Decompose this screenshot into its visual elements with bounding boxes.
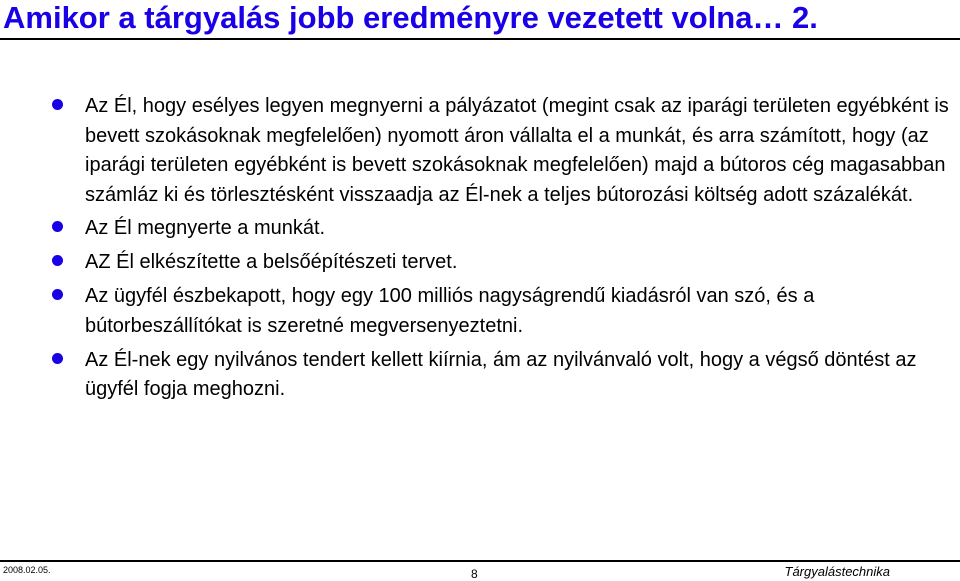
- bullet-text: AZ Él elkészítette a belsőépítészeti tervet.: [85, 251, 458, 273]
- bullet-dot-icon: [52, 99, 63, 110]
- bullet-dot-icon: [52, 289, 63, 300]
- bullet-text: Az Él-nek egy nyilvános tendert kellett kiírnia, ám az nyilvánvaló volt, hogy a végső döntést az ügyfél fogja meghozni.: [85, 348, 917, 400]
- slide-title: Amikor a tárgyalás jobb eredményre vezetett volna… 2.: [3, 0, 818, 35]
- page-number: 8: [471, 567, 478, 581]
- footer-date: 2008.02.05.: [3, 565, 51, 575]
- bullet-text: Az Él, hogy esélyes legyen megnyerni a pályázatot (megint csak az iparági területen egyébként is bevett szokásoknak megfelelően) nyomott áron vállalta el a munkát, és arra számított, hogy (az iparági területen egyébként is bevett szokásoknak megfelelően) majd a bútoros cég magasabban számláz ki és törlesztésként visszaadja az Él-nek a teljes bútorozási költség adott százalékát.: [85, 95, 949, 206]
- bullet-dot-icon: [52, 255, 63, 266]
- bullet-item: [52, 92, 952, 210]
- bullet-item: [52, 346, 952, 405]
- footer-course-title: Tárgyalástechnika: [784, 564, 890, 579]
- bullet-text: Az ügyfél észbekapott, hogy egy 100 milliós nagyságrendű kiadásról van szó, és a bútorbeszállítókat is szeretné megversenyeztetni.: [85, 285, 815, 337]
- bullet-list: [52, 92, 952, 409]
- bullet-dot-icon: [52, 221, 63, 232]
- bullet-item: [52, 214, 952, 244]
- bullet-item: [52, 282, 952, 341]
- bullet-dot-icon: [52, 353, 63, 364]
- footer-divider: [0, 560, 960, 562]
- bullet-text: Az Él megnyerte a munkát.: [85, 217, 326, 239]
- bullet-item: [52, 248, 952, 278]
- title-divider: [0, 38, 960, 40]
